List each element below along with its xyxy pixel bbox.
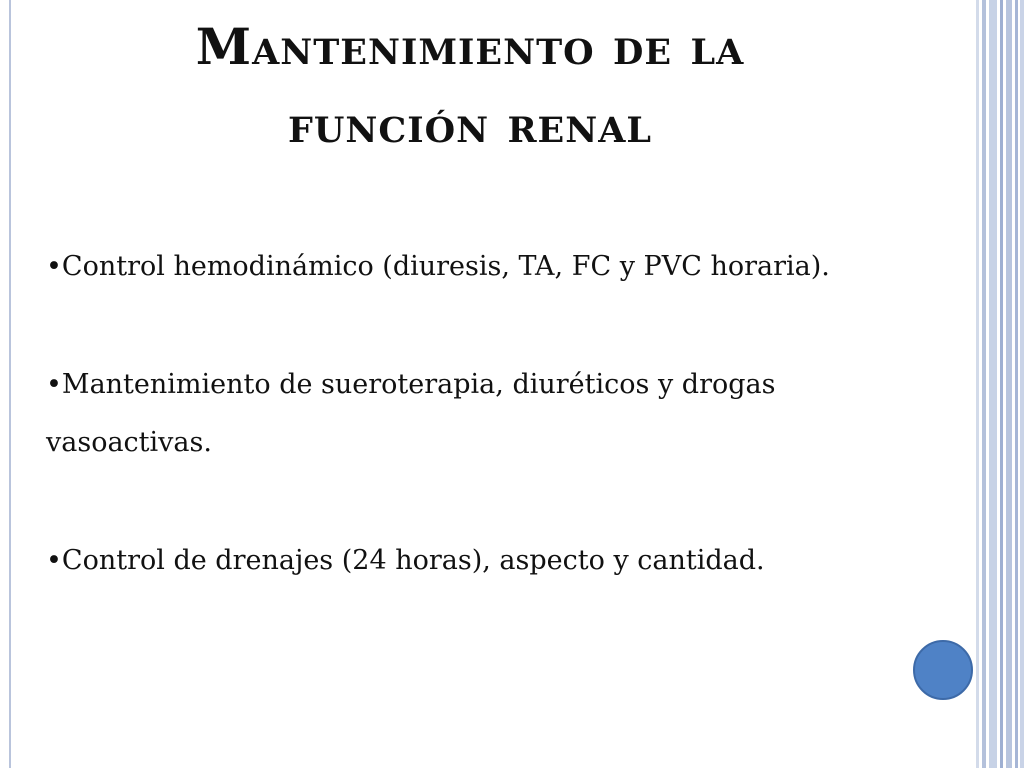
stripe	[976, 0, 979, 768]
stripe	[982, 0, 986, 768]
stripe	[1000, 0, 1003, 768]
stripe	[1020, 0, 1024, 768]
stripe	[1006, 0, 1012, 768]
right-decorative-stripes	[976, 0, 1024, 768]
bullet-item: •Mantenimiento de sueroterapia, diuréticos y drogas vasoactivas.	[46, 369, 776, 458]
slide-title-line-1: Mantenimiento de la	[195, 17, 745, 76]
stripe	[1015, 0, 1018, 768]
bullet-list	[46, 238, 946, 590]
slide-title	[0, 8, 940, 164]
decorative-circle	[913, 640, 973, 700]
slide-title-line-2: función renal	[287, 95, 652, 154]
bullet-item: •Control de drenajes (24 horas), aspecto y cantidad.	[46, 545, 765, 576]
bullet-item: •Control hemodinámico (diuresis, TA, FC y PVC horaria).	[46, 251, 830, 282]
stripe	[989, 0, 997, 768]
